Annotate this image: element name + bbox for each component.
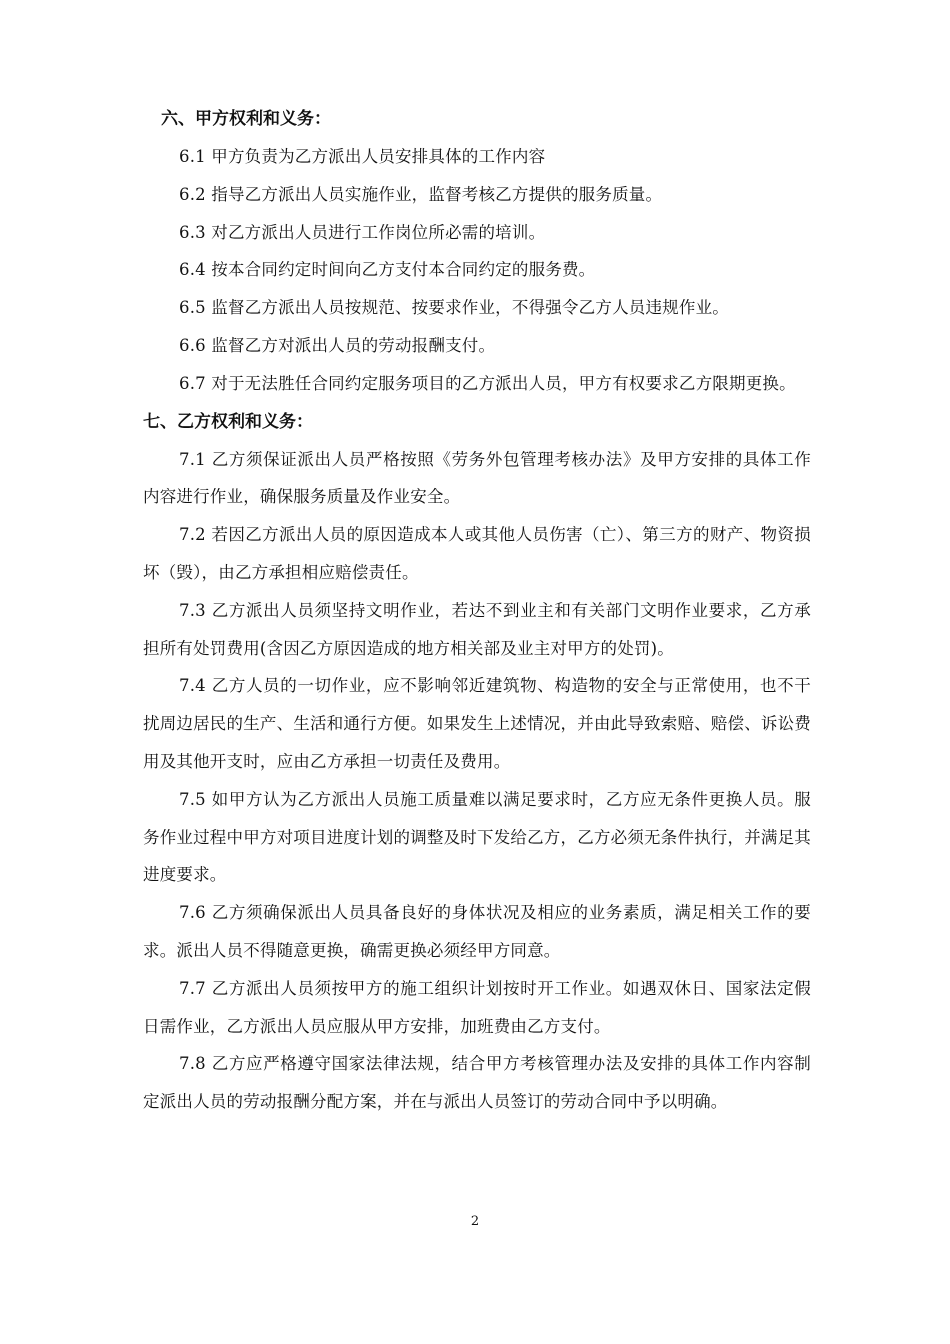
clause-6-7: 6.7 对于无法胜任合同约定服务项目的乙方派出人员，甲方有权要求乙方限期更换。 bbox=[179, 373, 796, 393]
clause-6-2: 6.2 指导乙方派出人员实施作业，监督考核乙方提供的服务质量。 bbox=[179, 184, 663, 204]
clause-6-5: 6.5 监督乙方派出人员按规范、按要求作业，不得强令乙方人员违规作业。 bbox=[179, 298, 729, 318]
clause-6-4: 6.4 按本合同约定时间向乙方支付本合同约定的服务费。 bbox=[179, 260, 596, 280]
section-6-heading: 六、甲方权利和义务： bbox=[161, 109, 331, 129]
clause-7-3: 7.3 乙方派出人员须坚持文明作业，若达不到业主和有关部门文明作业要求，乙方承担所有处罚费用(含因乙方原因造成的地方相关部及业主对甲方的处罚)。 bbox=[143, 600, 811, 658]
page-number: 2 bbox=[470, 1214, 480, 1229]
clause-7-6: 7.6 乙方须确保派出人员具备良好的身体状况及相应的业务素质，满足相关工作的要求。派出人员不得随意更换，确需更换必须经甲方同意。 bbox=[143, 903, 811, 960]
clause-6-1: 6.1 甲方负责为乙方派出人员安排具体的工作内容 bbox=[179, 147, 546, 166]
clause-7-1: 7.1 乙方须保证派出人员严格按照《劳务外包管理考核办法》及甲方安排的具体工作内容进行作业，确保服务质量及作业安全。 bbox=[143, 449, 811, 507]
clause-7-4: 7.4 乙方人员的一切作业，应不影响邻近建筑物、构造物的安全与正常使用，也不干扰周边居民的生产、生活和通行方便。如果发生上述情况，并由此导致索赔、赔偿、诉讼费用及其他开支时，应由乙方承担一切责任及费用。 bbox=[143, 676, 811, 771]
clause-6-6: 6.6 监督乙方对派出人员的劳动报酬支付。 bbox=[179, 335, 496, 355]
clause-6-3: 6.3 对乙方派出人员进行工作岗位所必需的培训。 bbox=[179, 222, 546, 242]
document-body bbox=[143, 100, 811, 1121]
clause-7-8: 7.8 乙方应严格遵守国家法律法规，结合甲方考核管理办法及安排的具体工作内容制定派出人员的劳动报酬分配方案，并在与派出人员签订的劳动合同中予以明确。 bbox=[143, 1054, 811, 1112]
clause-7-2: 7.2 若因乙方派出人员的原因造成本人或其他人员伤害（亡）、第三方的财产、物资损坏（毁），由乙方承担相应赔偿责任。 bbox=[143, 525, 811, 582]
clause-7-5: 7.5 如甲方认为乙方派出人员施工质量难以满足要求时，乙方应无条件更换人员。服务作业过程中甲方对项目进度计划的调整及时下发给乙方，乙方必须无条件执行，并满足其进度要求。 bbox=[143, 789, 811, 885]
clause-7-7: 7.7 乙方派出人员须按甲方的施工组织计划按时开工作业。如遇双休日、国家法定假日需作业，乙方派出人员应服从甲方安排，加班费由乙方支付。 bbox=[143, 978, 811, 1036]
section-7-heading: 七、乙方权利和义务： bbox=[143, 411, 313, 432]
